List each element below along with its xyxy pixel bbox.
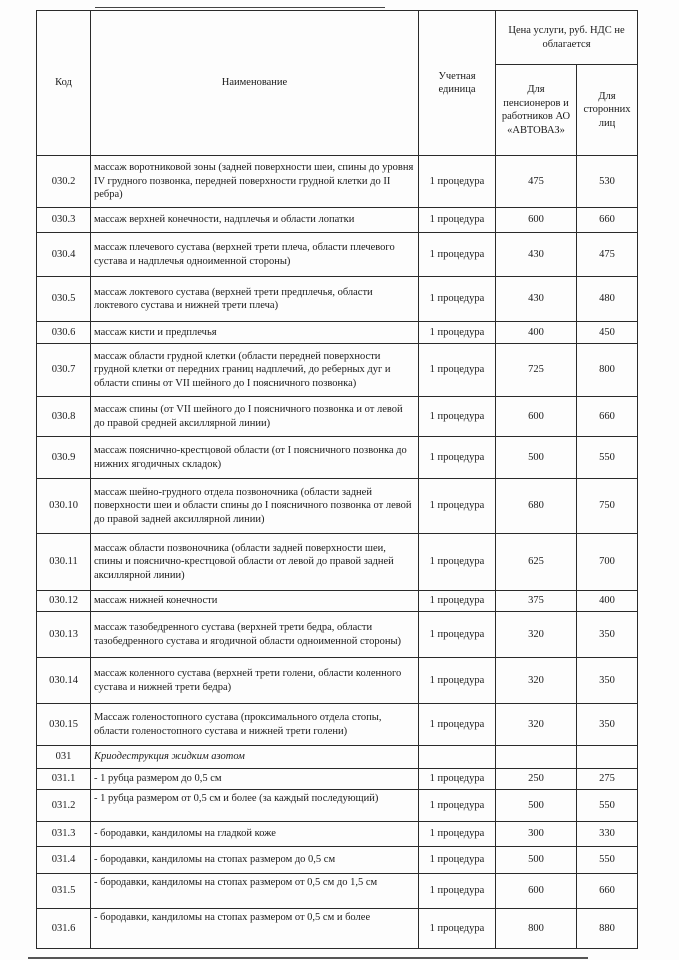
row-code: 030.15 — [37, 704, 91, 746]
table-row — [37, 479, 638, 534]
row-unit: 1 процедура — [419, 790, 496, 822]
row-name: Массаж голеностопного сустава (проксимального отдела стопы, области голеностопного сустава и нижней трети голени) — [91, 704, 419, 746]
table-row — [37, 874, 638, 909]
row-price-employees: 500 — [496, 437, 577, 479]
table-row — [37, 769, 638, 790]
table-row — [37, 534, 638, 591]
table-row — [37, 612, 638, 658]
row-name: - бородавки, кандиломы на стопах размером до 0,5 см — [91, 847, 419, 874]
row-price-employees: 600 — [496, 874, 577, 909]
header-price-group: Цена услуги, руб. НДС не облагается — [496, 11, 638, 65]
row-unit: 1 процедура — [419, 344, 496, 397]
row-unit: 1 процедура — [419, 322, 496, 344]
header-name: Наименование — [91, 11, 419, 156]
row-unit — [419, 746, 496, 769]
row-price-employees: 725 — [496, 344, 577, 397]
row-price-others: 330 — [577, 822, 638, 847]
row-price-employees: 680 — [496, 479, 577, 534]
row-unit: 1 процедура — [419, 208, 496, 233]
table-row — [37, 322, 638, 344]
row-unit: 1 процедура — [419, 591, 496, 612]
row-name: массаж тазобедренного сустава (верхней трети бедра, области тазобедренного сустава и ягодичной области одноименной стороны) — [91, 612, 419, 658]
row-code: 031.2 — [37, 790, 91, 822]
row-name: - 1 рубца размером от 0,5 см и более (за каждый последующий) — [91, 790, 419, 822]
row-unit: 1 процедура — [419, 612, 496, 658]
row-unit: 1 процедура — [419, 437, 496, 479]
row-name: - бородавки, кандиломы на стопах размером от 0,5 см до 1,5 см — [91, 874, 419, 909]
table-row — [37, 156, 638, 208]
row-name: массаж плечевого сустава (верхней трети плеча, области плечевого сустава и надплечья одноименной стороны) — [91, 233, 419, 277]
row-name: массаж области позвоночника (области задней поверхности шеи, спины и пояснично-крестцовой области от левой до правой задней аксиллярной линии) — [91, 534, 419, 591]
row-price-employees: 800 — [496, 909, 577, 949]
row-price-employees: 320 — [496, 704, 577, 746]
row-price-others: 530 — [577, 156, 638, 208]
header-unit: Учетная единица — [419, 11, 496, 156]
row-code: 030.6 — [37, 322, 91, 344]
row-unit: 1 процедура — [419, 156, 496, 208]
header-price-employees: Для пенсионеров и работников АО «АВТОВАЗ» — [496, 65, 577, 156]
row-code: 031.5 — [37, 874, 91, 909]
row-price-employees: 430 — [496, 233, 577, 277]
row-unit: 1 процедура — [419, 479, 496, 534]
header-price-others: Для сторонних лиц — [577, 65, 638, 156]
row-unit: 1 процедура — [419, 874, 496, 909]
row-price-employees: 320 — [496, 658, 577, 704]
row-price-employees: 320 — [496, 612, 577, 658]
row-code: 030.9 — [37, 437, 91, 479]
price-table — [36, 10, 638, 949]
row-code: 030.4 — [37, 233, 91, 277]
table-row — [37, 790, 638, 822]
row-price-others: 550 — [577, 437, 638, 479]
section-row — [37, 746, 638, 769]
table-row — [37, 208, 638, 233]
row-name: массаж нижней конечности — [91, 591, 419, 612]
row-code: 030.14 — [37, 658, 91, 704]
table-row — [37, 658, 638, 704]
row-name: массаж локтевого сустава (верхней трети предплечья, области локтевого сустава и нижней трети плеча) — [91, 277, 419, 322]
row-name: - 1 рубца размером до 0,5 см — [91, 769, 419, 790]
row-price-others: 450 — [577, 322, 638, 344]
row-price-employees: 600 — [496, 397, 577, 437]
table-body — [37, 156, 638, 949]
row-code: 031.3 — [37, 822, 91, 847]
table-row — [37, 704, 638, 746]
row-price-others: 550 — [577, 847, 638, 874]
table-row — [37, 909, 638, 949]
row-price-others: 800 — [577, 344, 638, 397]
row-price-others: 350 — [577, 704, 638, 746]
row-code: 030.3 — [37, 208, 91, 233]
row-price-others: 400 — [577, 591, 638, 612]
row-price-others: 700 — [577, 534, 638, 591]
table-row — [37, 591, 638, 612]
table-row — [37, 437, 638, 479]
bottom-rule — [28, 957, 588, 959]
row-unit: 1 процедура — [419, 233, 496, 277]
row-unit: 1 процедура — [419, 277, 496, 322]
row-price-others: 660 — [577, 208, 638, 233]
row-code: 031.6 — [37, 909, 91, 949]
row-price-others: 880 — [577, 909, 638, 949]
row-code: 030.11 — [37, 534, 91, 591]
row-price-others: 750 — [577, 479, 638, 534]
row-code: 030.10 — [37, 479, 91, 534]
row-name: массаж воротниковой зоны (задней поверхности шеи, спины до уровня IV грудного позвонка, передней поверхности грудной клетки до II ребра) — [91, 156, 419, 208]
row-code: 031.4 — [37, 847, 91, 874]
row-price-employees: 250 — [496, 769, 577, 790]
row-unit: 1 процедура — [419, 769, 496, 790]
row-price-employees: 475 — [496, 156, 577, 208]
row-price-others: 475 — [577, 233, 638, 277]
row-price-others: 550 — [577, 790, 638, 822]
header-code: Код — [37, 11, 91, 156]
row-code: 030.7 — [37, 344, 91, 397]
row-name: массаж кисти и предплечья — [91, 322, 419, 344]
row-unit: 1 процедура — [419, 822, 496, 847]
row-name: Криодеструкция жидким азотом — [91, 746, 419, 769]
row-price-others — [577, 746, 638, 769]
row-unit: 1 процедура — [419, 397, 496, 437]
row-price-employees: 625 — [496, 534, 577, 591]
row-unit: 1 процедура — [419, 909, 496, 949]
scan-edge-line — [95, 7, 385, 8]
row-name: - бородавки, кандиломы на стопах размером от 0,5 см и более — [91, 909, 419, 949]
row-name: - бородавки, кандиломы на гладкой коже — [91, 822, 419, 847]
row-price-employees: 375 — [496, 591, 577, 612]
row-price-employees: 600 — [496, 208, 577, 233]
table-row — [37, 277, 638, 322]
row-code: 030.5 — [37, 277, 91, 322]
row-price-others: 275 — [577, 769, 638, 790]
row-price-employees: 430 — [496, 277, 577, 322]
row-unit: 1 процедура — [419, 534, 496, 591]
table-row — [37, 344, 638, 397]
row-price-employees: 500 — [496, 790, 577, 822]
row-code: 030.13 — [37, 612, 91, 658]
row-name: массаж коленного сустава (верхней трети голени, области коленного сустава и нижней трети бедра) — [91, 658, 419, 704]
row-price-others: 350 — [577, 612, 638, 658]
row-name: массаж верхней конечности, надплечья и области лопатки — [91, 208, 419, 233]
row-name: массаж пояснично-крестцовой области (от I поясничного позвонка до нижних ягодичных складок) — [91, 437, 419, 479]
row-price-others: 480 — [577, 277, 638, 322]
table-row — [37, 233, 638, 277]
row-price-others: 350 — [577, 658, 638, 704]
row-price-employees: 500 — [496, 847, 577, 874]
table-row — [37, 822, 638, 847]
row-name: массаж шейно-грудного отдела позвоночника (области задней поверхности шеи и области спины до I поясничного позвонка от левой до правой задней аксиллярной линии) — [91, 479, 419, 534]
row-price-employees: 400 — [496, 322, 577, 344]
row-unit: 1 процедура — [419, 704, 496, 746]
row-name: массаж спины (от VII шейного до I поясничного позвонка и от левой до правой средней аксиллярной линии) — [91, 397, 419, 437]
row-price-others: 660 — [577, 397, 638, 437]
header-row-1 — [37, 11, 638, 65]
row-price-others: 660 — [577, 874, 638, 909]
row-code: 030.2 — [37, 156, 91, 208]
row-code: 031 — [37, 746, 91, 769]
row-price-employees: 300 — [496, 822, 577, 847]
row-code: 030.12 — [37, 591, 91, 612]
table-row — [37, 847, 638, 874]
row-name: массаж области грудной клетки (области передней поверхности грудной клетки от передних границ надплечий, до реберных дуг и области спины от VII шейного до I поясничного позвонка) — [91, 344, 419, 397]
row-unit: 1 процедура — [419, 847, 496, 874]
row-price-employees — [496, 746, 577, 769]
row-unit: 1 процедура — [419, 658, 496, 704]
row-code: 030.8 — [37, 397, 91, 437]
table-row — [37, 397, 638, 437]
row-code: 031.1 — [37, 769, 91, 790]
